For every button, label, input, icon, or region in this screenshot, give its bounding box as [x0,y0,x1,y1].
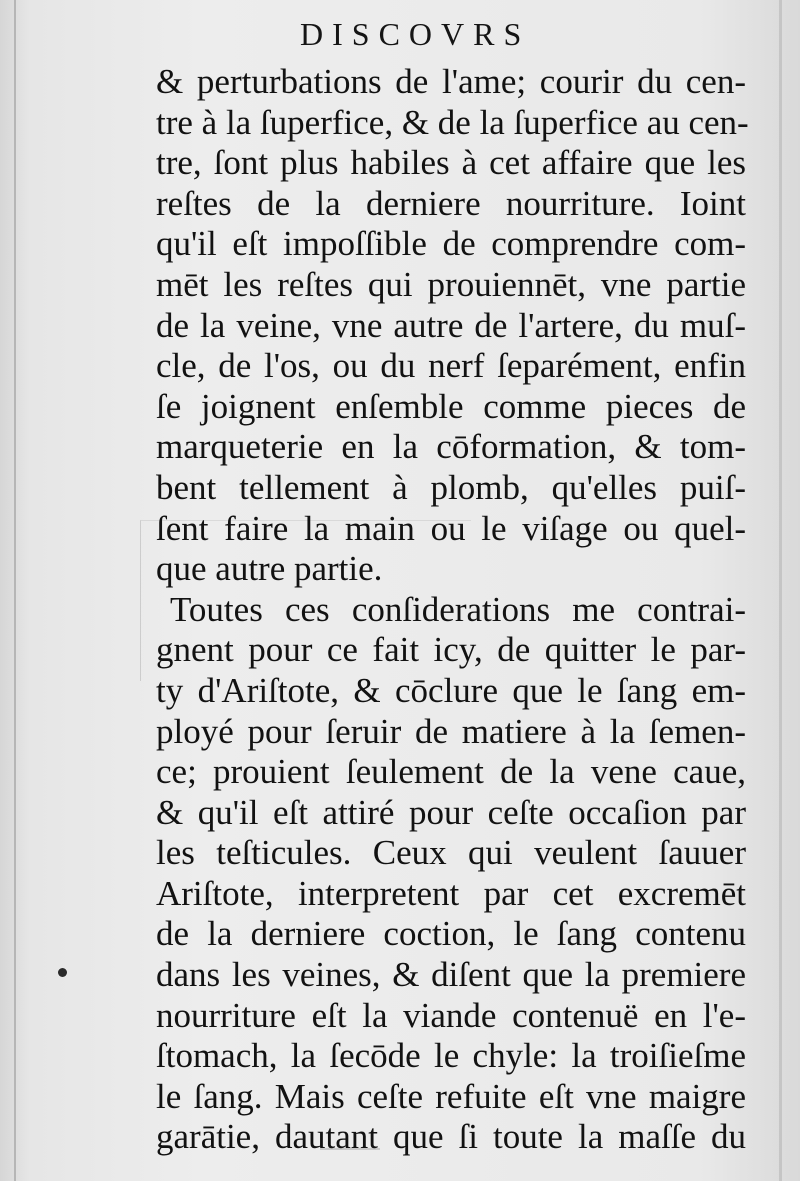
text-line: ſtomach, la ſecōde le chyle: la troiſieſme [156,1036,746,1076]
body-text [156,62,749,1158]
text-line: marqueterie en la cōformation, & tom- [156,427,746,467]
text-line: ſent faire la main ou le viſage ou quel- [156,508,746,548]
text-line: les teſticules. Ceux qui veulent ſauuer [156,833,746,873]
text-line: garātie, dautant que ſi toute la maſſe du [156,1117,746,1157]
text-line: dans les veines, & diſent que la premiere [156,955,746,995]
text-line: reſtes de la derniere nourriture. Ioint [156,183,746,223]
text-line: gnent pour ce fait icy, de quitter le par- [156,630,746,670]
text-line: ployé pour ſeruir de matiere à la ſemen- [156,711,746,751]
text-line: tre, ſont plus habiles à cet affaire que les [156,143,746,183]
text-line: qu'il eſt impoſſible de comprendre com- [156,224,746,264]
running-head: DISCOVRS [300,16,531,52]
page-right-edge [779,0,782,1181]
text-line: le ſang. Mais ceſte refuite eſt vne maigre [156,1076,746,1116]
ink-blot [58,968,67,977]
text-line: tre à la ſuperfice, & de la ſuperfice au cen- [156,102,749,142]
text-line: & perturbations de l'ame; courir du cen- [156,62,746,101]
text-line: bent tellement à plomb, qu'elles puiſ- [156,467,746,507]
text-line: ſe joignent enſemble comme pieces de [156,386,746,426]
text-line: ty d'Ariſtote, & cōclure que le ſang em- [156,670,746,710]
text-line: Ariſtote, interpretent par cet excremēt [156,873,746,913]
text-line: Toutes ces conſiderations me contrai- [170,589,746,629]
text-line: nourriture eſt la viande contenuë en l'e- [156,995,746,1035]
text-line: ce; prouient ſeulement de la vene caue, [156,752,746,792]
text-line: de la derniere coction, le ſang contenu [156,914,746,954]
text-line: & qu'il eſt attiré pour ceſte occaſion par [156,792,746,832]
text-line: cle, de l'os, ou du nerf ſeparément, enfin [156,346,746,386]
bottom-smudge [320,1148,380,1150]
page-left-edge [14,0,16,1181]
text-line: mēt les reſtes qui prouiennēt, vne partie [156,264,746,304]
text-line: que autre partie. [156,549,383,589]
text-line: de la veine, vne autre de l'artere, du muſ- [156,305,746,345]
